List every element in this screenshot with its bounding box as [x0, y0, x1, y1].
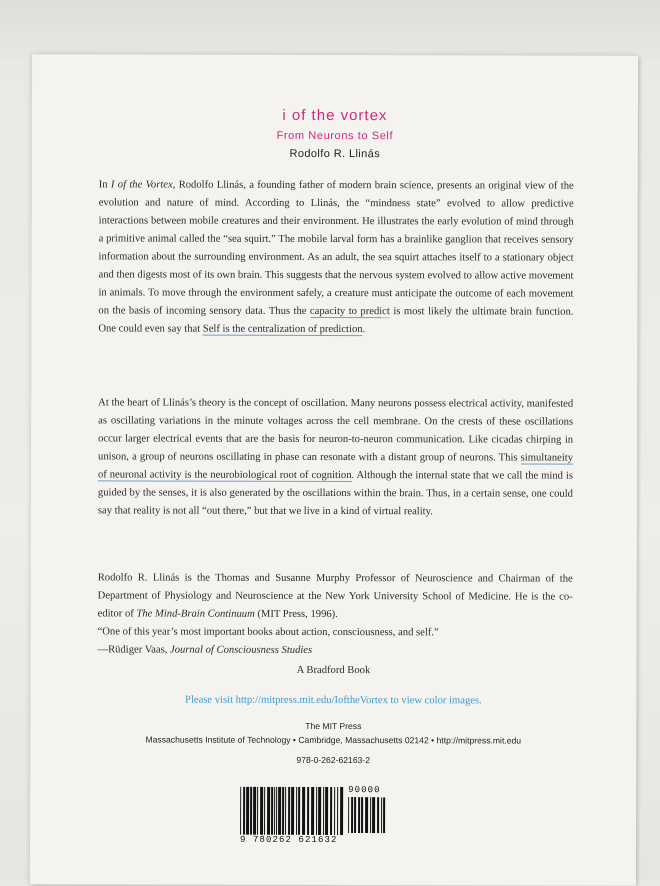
barcode-bar — [250, 787, 252, 835]
book-subtitle: From Neurons to Self — [276, 129, 394, 143]
barcode-bar — [243, 787, 245, 835]
barcode-addon-bars — [348, 797, 388, 833]
barcode-bar — [264, 787, 265, 835]
publisher-name: The MIT Press — [305, 720, 362, 732]
barcode-bar — [267, 787, 270, 835]
color-images-link: Please visit http://mitpress.mit.edu/IoftheVortex to view color images. — [185, 694, 482, 707]
publisher-address: Massachusetts Institute of Technology • Cambridge, Massachusetts 02142 • http://mitpress.mit.edu — [145, 734, 522, 746]
underlined-phrase: Self is the centralization of prediction — [202, 323, 363, 336]
quote-attribution: —Rüdiger Vaas, — [97, 644, 171, 656]
barcode-bar — [377, 797, 379, 833]
barcode-bar — [291, 787, 294, 835]
text-run: (MIT Press, 1996). — [254, 608, 338, 621]
text-run: , Rodolfo Llinás, a founding father of modern brain science, presents an original view of the evolution and nature of mind. According to Llinás, the “mindness state” evolved to allow predictive interactions between mobile creatures and their environment. He illustrates the early evolution of mind through a primitive animal called the “sea squirt.” The mobile larval form has a brainlike ganglion that receives sensory information about the surrounding environment. As an adult, the sea squirt attaches itself to a stationary object and then digests most of its own brain. This suggests that the nervous system evolved to allow active movement in animals. To move through the environment safely, a creature must anticipate the outcome of each movement on the basis of incoming sensory data. Thus the — [98, 179, 574, 317]
barcode-bar — [285, 787, 286, 835]
underlined-phrase: simultaneity of neuronal activity is the neurobiological root of cognition — [97, 452, 574, 482]
barcode-bar — [361, 797, 363, 833]
barcode-main-bars — [240, 787, 344, 835]
barcode-bar — [298, 787, 300, 835]
book-title: i of the vortex — [282, 106, 388, 125]
barcode-bar — [282, 787, 284, 835]
text-run: is most likely the ultimate brain function. One could even say that — [98, 306, 574, 335]
barcode-bar — [383, 797, 385, 833]
text-run: . Although the internal state that we call the mind is guided by the senses, it is also generated by the oscillations within the brain. Thus, in a certain sense, one could say that reality is not all “out there,” but that we live in a kind of virtual reality. — [97, 470, 573, 518]
barcode-bar — [354, 797, 356, 833]
barcode-addon-digits: 90000 — [348, 785, 381, 796]
book-title-italic: I of the Vortex — [110, 179, 173, 191]
blurb-paragraph-2 — [98, 394, 573, 521]
barcode-bar — [330, 787, 332, 835]
review-quote: “One of this year’s most important books about action, consciousness, and self.” — [97, 626, 439, 639]
barcode-bar — [381, 797, 382, 833]
blurb-paragraph-1 — [98, 176, 573, 339]
book-back-cover — [30, 54, 638, 886]
barcode-bar — [337, 787, 338, 835]
barcode-bar — [246, 787, 249, 835]
barcode-bar — [253, 787, 256, 835]
isbn-barcode — [240, 783, 390, 853]
barcode-bar — [274, 787, 275, 835]
background-surface — [0, 0, 660, 60]
text-run: In — [98, 179, 111, 191]
barcode-bar — [348, 797, 349, 833]
barcode-bar — [358, 797, 360, 833]
barcode-bar — [311, 787, 314, 835]
isbn-number: 978-0-262-62163-2 — [296, 754, 371, 766]
barcode-bar — [372, 797, 375, 833]
barcode-bar — [257, 787, 258, 835]
underlined-phrase: capacity to predict — [309, 305, 390, 318]
barcode-bar — [240, 787, 241, 835]
book-title-italic: The Mind-Brain Continuum — [136, 608, 255, 620]
text-run: . — [362, 324, 366, 336]
book-author: Rodolfo R. Llinás — [289, 147, 381, 161]
barcode-bar — [316, 787, 317, 835]
barcode-bar — [278, 787, 281, 835]
barcode-bar — [318, 787, 321, 835]
barcode-bar — [307, 787, 309, 835]
barcode-bar — [276, 787, 277, 835]
barcode-bar — [296, 787, 297, 835]
text-run: Rodolfo R. Llinás is the Thomas and Susanne Murphy Professor of Neuroscience and Chairman of the Department of Physiology and Neuroscience at the New York University School of Medicine. He is the co-editor of — [97, 572, 573, 620]
barcode-bar — [302, 787, 305, 835]
text-run: At the heart of Llinás’s theory is the concept of oscillation. Many neurons possess electrical activity, manifested as oscillating variations in the minute voltages across the cell membrane. On the crests of these oscillations occur larger electrical events that are the basis for neuron-to-neuron communication. Like cicadas chirping in unison, a group of neurons oscillating in phase can resonate with a distant group of neurons. This — [98, 397, 574, 464]
barcode-bar — [271, 787, 273, 835]
barcode-bar — [340, 787, 343, 835]
barcode-bar — [365, 797, 368, 833]
journal-name: Journal of Consciousness Studies — [169, 644, 313, 656]
barcode-bar — [370, 797, 371, 833]
barcode-bar — [325, 787, 328, 835]
barcode-digits: 9 780262 621632 — [240, 834, 338, 846]
barcode-bar — [260, 787, 263, 835]
author-bio-paragraph — [98, 569, 573, 660]
barcode-bar — [351, 797, 353, 833]
barcode-bar — [334, 787, 335, 835]
barcode-bar — [323, 787, 324, 835]
imprint-label: A Bradford Book — [296, 664, 371, 677]
barcode-bar — [288, 787, 290, 835]
